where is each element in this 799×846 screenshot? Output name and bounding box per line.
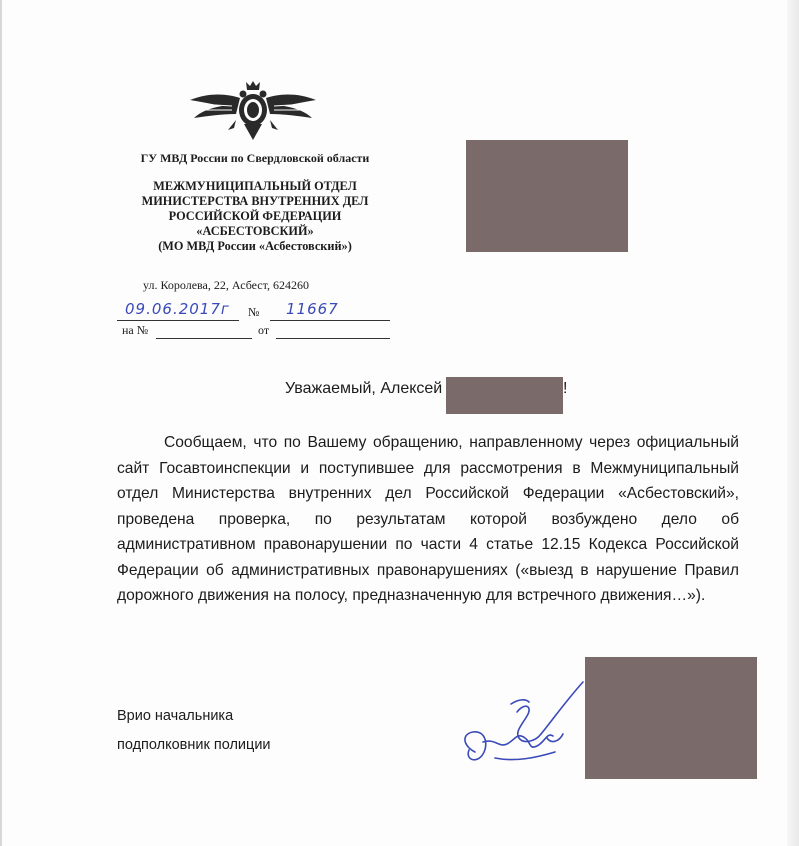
registration-date: 09.06.2017г xyxy=(125,300,230,318)
redacted-signer-name xyxy=(585,657,757,779)
signer-rank: подполковник полиции xyxy=(117,737,271,753)
reply-to-underline xyxy=(156,338,252,339)
department-line: «АСБЕСТОВСКИЙ» xyxy=(196,224,314,238)
redacted-surname xyxy=(446,377,563,414)
department-address: ул. Королева, 22, Асбест, 624260 xyxy=(143,278,309,292)
date-underline xyxy=(117,320,239,321)
department-name xyxy=(100,179,410,254)
department-line: МИНИСТЕРСТВА ВНУТРЕННИХ ДЕЛ xyxy=(141,194,369,208)
from-label: от xyxy=(258,323,270,337)
greeting-end: ! xyxy=(563,380,568,397)
department-line: МЕЖМУНИЦИПАЛЬНЫЙ ОТДЕЛ xyxy=(153,179,357,193)
from-underline xyxy=(276,338,390,339)
department-line: РОССИЙСКОЙ ФЕДЕРАЦИИ xyxy=(168,209,342,223)
greeting: Уважаемый, Алексей xyxy=(285,380,443,397)
department-line: (МО МВД России «Асбестовский») xyxy=(158,239,352,253)
handwritten-signature-icon xyxy=(455,672,595,782)
ministry-line: ГУ МВД России по Свердловской области xyxy=(140,151,370,165)
reply-to-label: на № xyxy=(122,323,149,337)
double-headed-eagle-emblem-icon xyxy=(188,80,318,142)
registration-number: 11667 xyxy=(286,300,339,318)
number-underline xyxy=(270,320,390,321)
letter-body: Сообщаем, что по Вашему обращению, направленному через официальный сайт Госавтоинспекции и поступившее для рассмотрения в Межмуниципальный отдел Министерства внутренних дел Российской Федерации «Асбестовский», проведена проверка, по результатам которой возбуждено дело об административном правонарушении по части 4 статье 12.15 Кодекса Российской Федерации об административных правонарушениях («выезд в нарушение Правил дорожного движения на полосу, предназначенную для встречного движения…»). xyxy=(117,434,739,604)
page-edge xyxy=(0,0,2,846)
page-edge-shadow xyxy=(787,0,799,846)
redacted-addressee xyxy=(466,140,628,252)
signer-position: Врио начальника xyxy=(117,708,234,724)
number-label: № xyxy=(248,305,260,319)
